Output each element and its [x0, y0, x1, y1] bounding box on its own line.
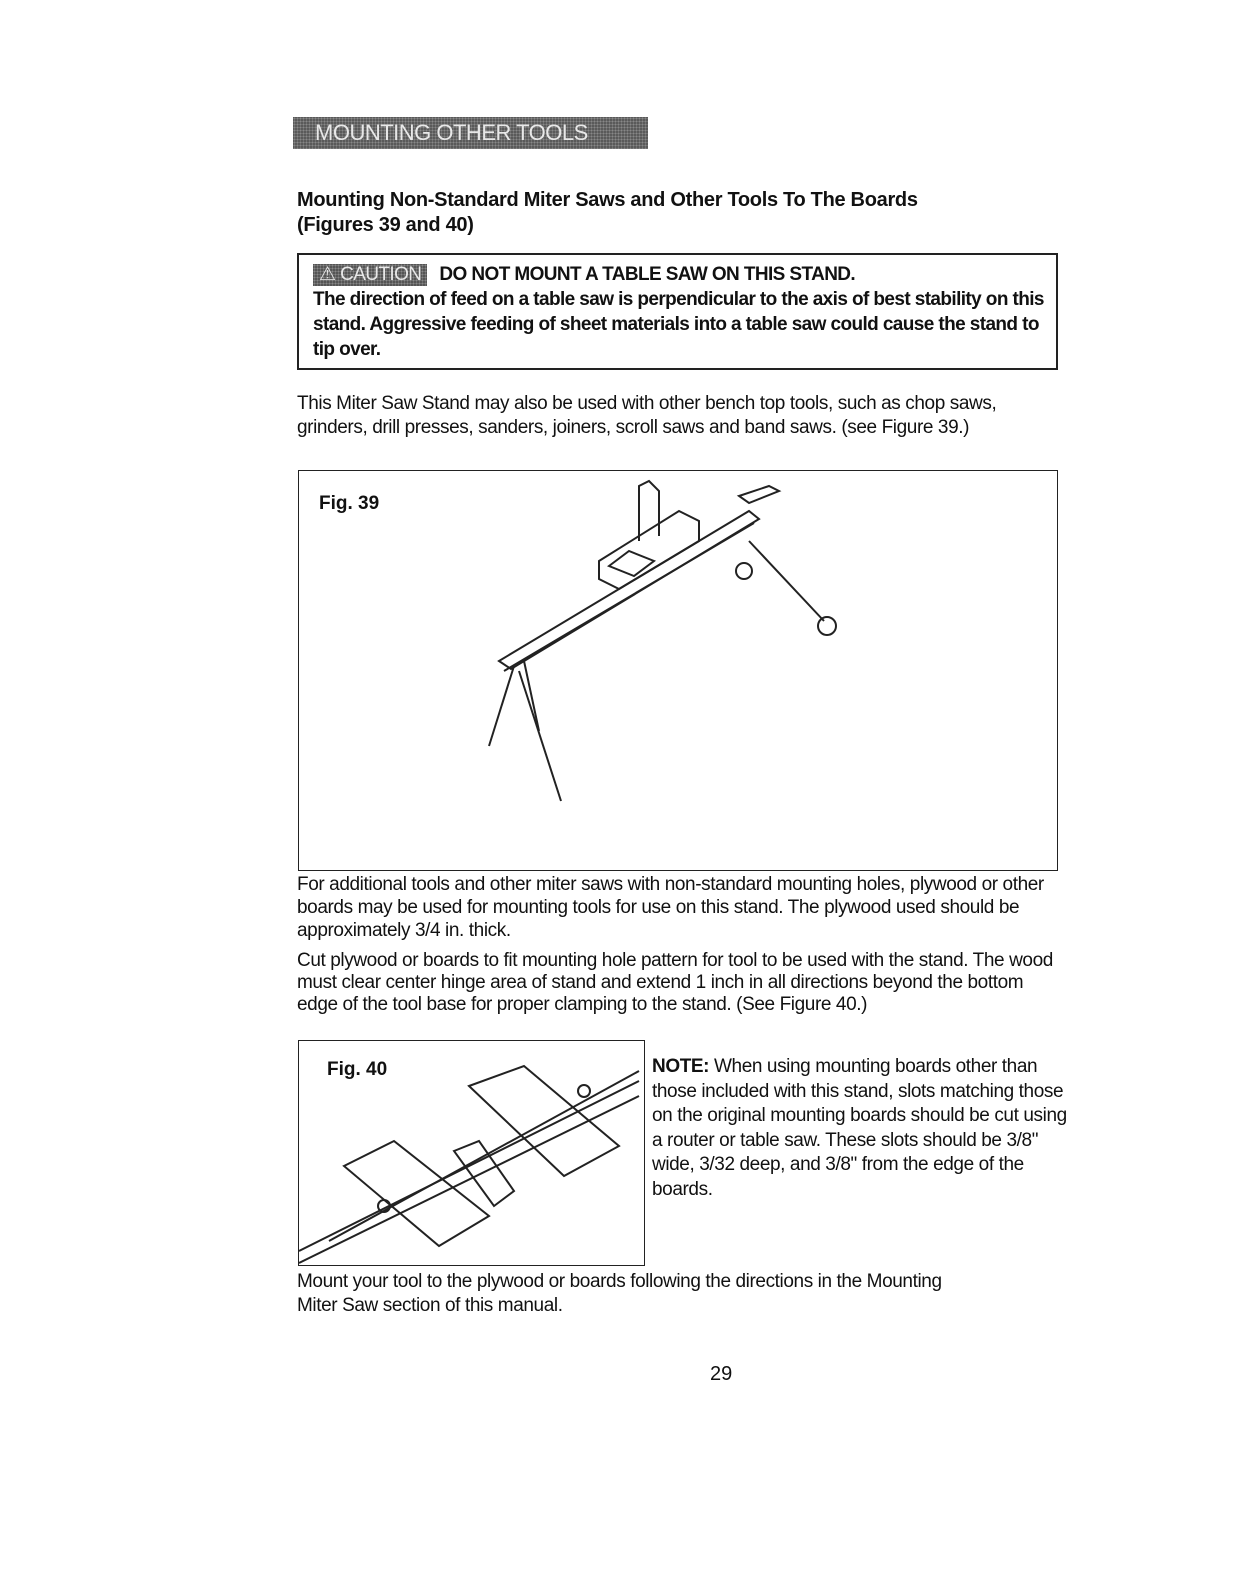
- note-body: When using mounting boards other than those included with this stand, slots matching those on the original mounting boards should be cut using a router or table saw. These slots should be 3/8" wide, 3/32 deep, and 3/8" from the edge of the boards.: [652, 1056, 1067, 1200]
- section-heading: [297, 188, 1057, 238]
- note-text: [652, 1055, 1072, 1202]
- paragraph-bench-tools: This Miter Saw Stand may also be used with other bench top tools, such as chop saws, grinders, drill presses, sanders, joiners, scroll saws and band saws. (see Figure 39.): [297, 393, 997, 438]
- section-banner: MOUNTING OTHER TOOLS: [293, 117, 648, 149]
- caution-badge: ⚠ CAUTION: [313, 264, 427, 286]
- paragraph-additional-tools: For additional tools and other miter saws with non-standard mounting holes, plywood or other boards may be used for mounting tools for use on this stand. The plywood used should be approximately 3/4 in. thick.: [297, 874, 1044, 941]
- figure-40-label: Fig. 40: [327, 1059, 388, 1080]
- caution-title: DO NOT MOUNT A TABLE SAW ON THIS STAND.: [439, 264, 856, 285]
- mounting-boards-illustration: [299, 1041, 646, 1267]
- heading-line-2: (Figures 39 and 40): [297, 214, 474, 236]
- paragraph-mount-tool: Mount your tool to the plywood or boards following the directions in the Mounting Miter Saw section of this manual.: [297, 1271, 942, 1316]
- miter-stand-illustration: [299, 471, 1059, 872]
- heading-line-1: Mounting Non-Standard Miter Saws and Other Tools To The Boards: [297, 189, 918, 211]
- figure-40: [298, 1040, 645, 1266]
- page-number: 29: [710, 1363, 733, 1385]
- caution-box: [297, 253, 1058, 370]
- note-label: NOTE:: [652, 1056, 710, 1077]
- paragraph-cut-plywood: Cut plywood or boards to fit mounting hole pattern for tool to be used with the stand. The wood must clear center hinge area of stand and extend 1 inch in all directions beyond the bottom edge of the tool base for proper clamping to the stand. (See Figure 40.): [297, 950, 1053, 1015]
- figure-39: [298, 470, 1058, 871]
- caution-body: The direction of feed on a table saw is perpendicular to the axis of best stability on this stand. Aggressive feeding of sheet materials into a table saw could cause the stand to tip over.: [313, 289, 1044, 360]
- figure-39-label: Fig. 39: [319, 493, 380, 514]
